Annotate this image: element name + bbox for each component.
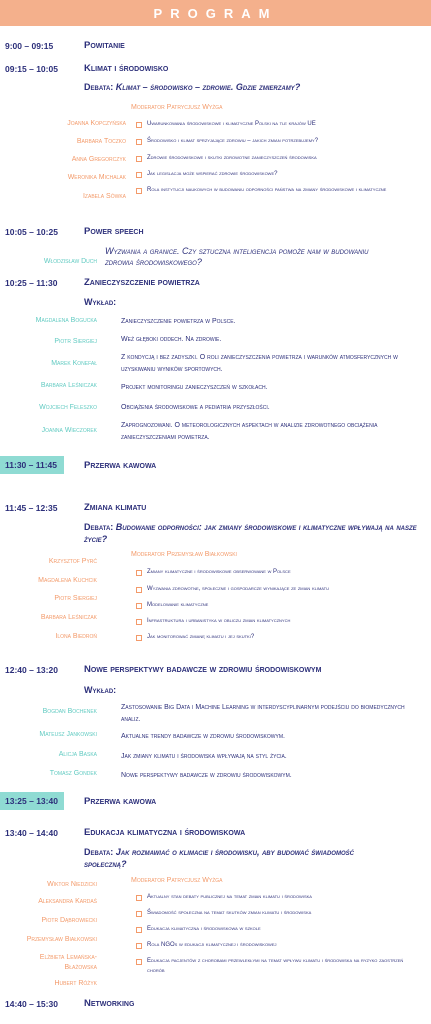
lecture-title: Zanieczyszczenie powietrza w Polsce. bbox=[121, 318, 236, 325]
program-header bbox=[0, 0, 431, 26]
lecture-title: Weź głęboki oddech. Na zdrowie. bbox=[121, 336, 222, 343]
speaker-name: Joanna Kopczyńska bbox=[67, 120, 126, 127]
speaker-name: Anna Gregorczyk bbox=[71, 156, 126, 163]
speaker-name: Aleksandra Kardaś bbox=[38, 898, 97, 905]
moderator: Moderator Przemysław Białkowski bbox=[131, 551, 237, 558]
lecture-title: Jak zmiany klimatu i środowiska wpływają na styl życia. bbox=[121, 753, 287, 760]
lecture-title: Obciążenia środowiskowe a pediatria przyszłości. bbox=[121, 404, 270, 411]
lecture-title: Projekt monitoringu zanieczyszczeń w szkołach. bbox=[121, 384, 268, 391]
lecture-title: Aktualne trendy badawcze w zdrowiu środowiskowym. bbox=[121, 733, 285, 740]
session-title: Power speech bbox=[84, 226, 144, 237]
speaker-name: Izabela Sówka bbox=[82, 193, 126, 200]
debate-topic: Budowanie odporności: jak zmiany środowiskowe i klimatyczne wpływają na nasze życie? bbox=[84, 522, 417, 544]
topic-bullet: Rola instytucji naukowych w budowaniu odporności państwa na zmiany środowiskowe i klimatyczne bbox=[135, 185, 410, 195]
topic-bullet: Infrastruktura i urbanistyka w obliczu zmian klimatycznych bbox=[135, 616, 410, 626]
break-title: Przerwa kawowa bbox=[84, 460, 157, 471]
debate-heading: Debata: Jak rozmawiać o klimacie i środowisku, aby budować świadomość społeczną? bbox=[84, 847, 354, 869]
break-title: Przerwa kawowa bbox=[84, 796, 157, 807]
session-title: Networking bbox=[84, 998, 135, 1009]
speaker-name: Alicja Baska bbox=[58, 751, 97, 758]
speaker-name: Marek Konefał bbox=[51, 360, 97, 367]
topic-bullet: Modelowanie klimatyczne bbox=[135, 600, 410, 610]
lecture-title: Zaprognozowani. O meteorologicznych aspektach w analizie zdrowotnego obciążenia zanieczyszczeniami powietrza. bbox=[121, 422, 378, 441]
topic-bullet: Jak legislacja może wspierać zdrowie środowiskowe? bbox=[135, 169, 410, 179]
lecture-title: Z kondycją i bez zadyszki. O roli zanieczyszczenia powietrza i warunków atmosferycznych w uzyskiwaniu wyników sportowych. bbox=[121, 354, 398, 373]
speaker-name: Bogdan Bochenek bbox=[42, 708, 97, 715]
power-speech-topic: Wyzwania a granice. Czy sztuczna inteligencja pomoże nam w budowaniu zdrowia środowiskowego? bbox=[105, 246, 369, 267]
session-title: Powitanie bbox=[84, 40, 125, 51]
break-time: 13:25 – 13:40 bbox=[0, 792, 64, 810]
speaker-name: Przemysław Białkowski bbox=[26, 936, 97, 943]
speaker-name: Piotr Siergiej bbox=[54, 595, 97, 602]
topic-bullet: Aktualny stan debaty publicznej na temat zmian klimatu i środowiska bbox=[135, 892, 410, 902]
session-time: 14:40 – 15:30 bbox=[5, 999, 58, 1009]
moderator: Moderator Patrycjusz Wyżga bbox=[131, 104, 223, 111]
lecture-title: Zastosowanie Big Data i Machine Learning w interdyscyplinarnym podejściu do biomedycznych analiz. bbox=[121, 704, 405, 723]
speaker-name: Barbara Toczko bbox=[76, 138, 126, 145]
moderator: Moderator Patrycjusz Wyżga bbox=[131, 877, 223, 884]
debate-heading: Debata: Klimat – środowisko – zdrowie. Gdzie zmierzamy? bbox=[84, 82, 301, 92]
speaker-name: Barbara Leśniczak bbox=[40, 382, 97, 389]
debate-topic: Jak rozmawiać o klimacie i środowisku, aby budować świadomość społeczną? bbox=[84, 847, 354, 869]
topic-bullet: Świadomość społeczna na temat skutków zmian klimatu i środowiska bbox=[135, 908, 410, 918]
topic-bullet: Zdrowie środowiskowe i skutki zdrowotne zanieczyszczeń środowiska bbox=[135, 153, 410, 163]
session-time: 11:45 – 12:35 bbox=[5, 503, 58, 513]
speaker-name: Wiktor Niedzicki bbox=[47, 881, 97, 888]
speaker-name: Magdalena Kuchcik bbox=[38, 577, 97, 584]
session-title: Klimat i środowisko bbox=[84, 63, 169, 74]
session-time: 10:25 – 11:30 bbox=[5, 278, 58, 288]
topic-bullet: Zmiany klimatyczne i środowiskowe obserwowane w Polsce bbox=[135, 567, 410, 577]
topic-bullet: Środowisko i klimat sprzyjające zdrowiu – jakich zmian potrzebujemy? bbox=[135, 136, 410, 146]
speaker-name: Magdalena Bogucka bbox=[35, 317, 97, 324]
lecture-title: Nowe perspektywy badawcze w zdrowiu środowiskowym. bbox=[121, 772, 292, 779]
debate-heading: Debata: Budowanie odporności: jak zmiany środowiskowe i klimatyczne wpływają na nasze życie? bbox=[84, 522, 417, 544]
topic-bullet: Edukacja klimatyczna i środowiskowa w szkole bbox=[135, 924, 410, 934]
session-time: 9:00 – 09:15 bbox=[5, 41, 54, 51]
break-time: 11:30 – 11:45 bbox=[0, 456, 64, 474]
speaker-name: Włodzisław Duch bbox=[43, 258, 97, 265]
speaker-name: Weronika Michalak bbox=[67, 174, 126, 181]
topic-bullet: Uwarunkowania środowiskowe i klimatyczne Polski na tle krajów UE bbox=[135, 119, 410, 129]
session-time: 10:05 – 10:25 bbox=[5, 227, 58, 237]
speaker-name: Barbara Leśniczak bbox=[40, 614, 97, 621]
session-title: Nowe perspektywy badawcze w zdrowiu środowiskowym bbox=[84, 664, 322, 675]
topic-bullet: Jak monitorować zmianę klimatu i jej skutki? bbox=[135, 632, 410, 642]
speaker-name: Joanna Wieczorek bbox=[41, 427, 97, 434]
lecture-heading: Wykład: bbox=[84, 685, 117, 695]
topic-bullet: Wyzwania zdrowotne, społeczne i gospodarcze wynikające ze zmian klimatu bbox=[135, 584, 410, 594]
lecture-heading: Wykład: bbox=[84, 297, 117, 307]
session-time: 12:40 – 13:20 bbox=[5, 665, 58, 675]
topic-bullet: Rola NGOs w edukacji klimatycznej i środowiskowej bbox=[135, 940, 410, 950]
session-title: Zanieczyszczenie powietrza bbox=[84, 277, 200, 288]
speaker-name: Piotr Dąbrowiecki bbox=[41, 917, 97, 924]
session-time: 13:40 – 14:40 bbox=[5, 828, 58, 838]
speaker-name: Krzysztof Pyrć bbox=[48, 558, 97, 565]
speaker-name: Ilona Biedroń bbox=[55, 633, 97, 640]
speaker-name: Wojciech Feleszko bbox=[39, 404, 97, 411]
speaker-name: Elżbieta Lemańska-Błażowska bbox=[39, 954, 97, 971]
speaker-name: Piotr Siergiej bbox=[54, 338, 97, 345]
speaker-name: Hubert Różyk bbox=[54, 980, 97, 987]
debate-topic: Klimat – środowisko – zdrowie. Gdzie zmierzamy? bbox=[115, 82, 301, 92]
session-time: 09:15 – 10:05 bbox=[5, 64, 58, 74]
session-title: Zmiana klimatu bbox=[84, 502, 147, 513]
speaker-name: Tomasz Gondek bbox=[49, 770, 97, 777]
topic-bullet: Edukacja pacjentów z chorobami przewlekłymi na temat wpływu klimatu i środowiska na ryzyko zaostrzeń chorób bbox=[135, 956, 410, 976]
speaker-name: Mateusz Jankowski bbox=[39, 731, 97, 738]
session-title: Edukacja klimatyczna i środowiskowa bbox=[84, 827, 246, 838]
program-header-title: PROGRAM bbox=[153, 5, 278, 21]
